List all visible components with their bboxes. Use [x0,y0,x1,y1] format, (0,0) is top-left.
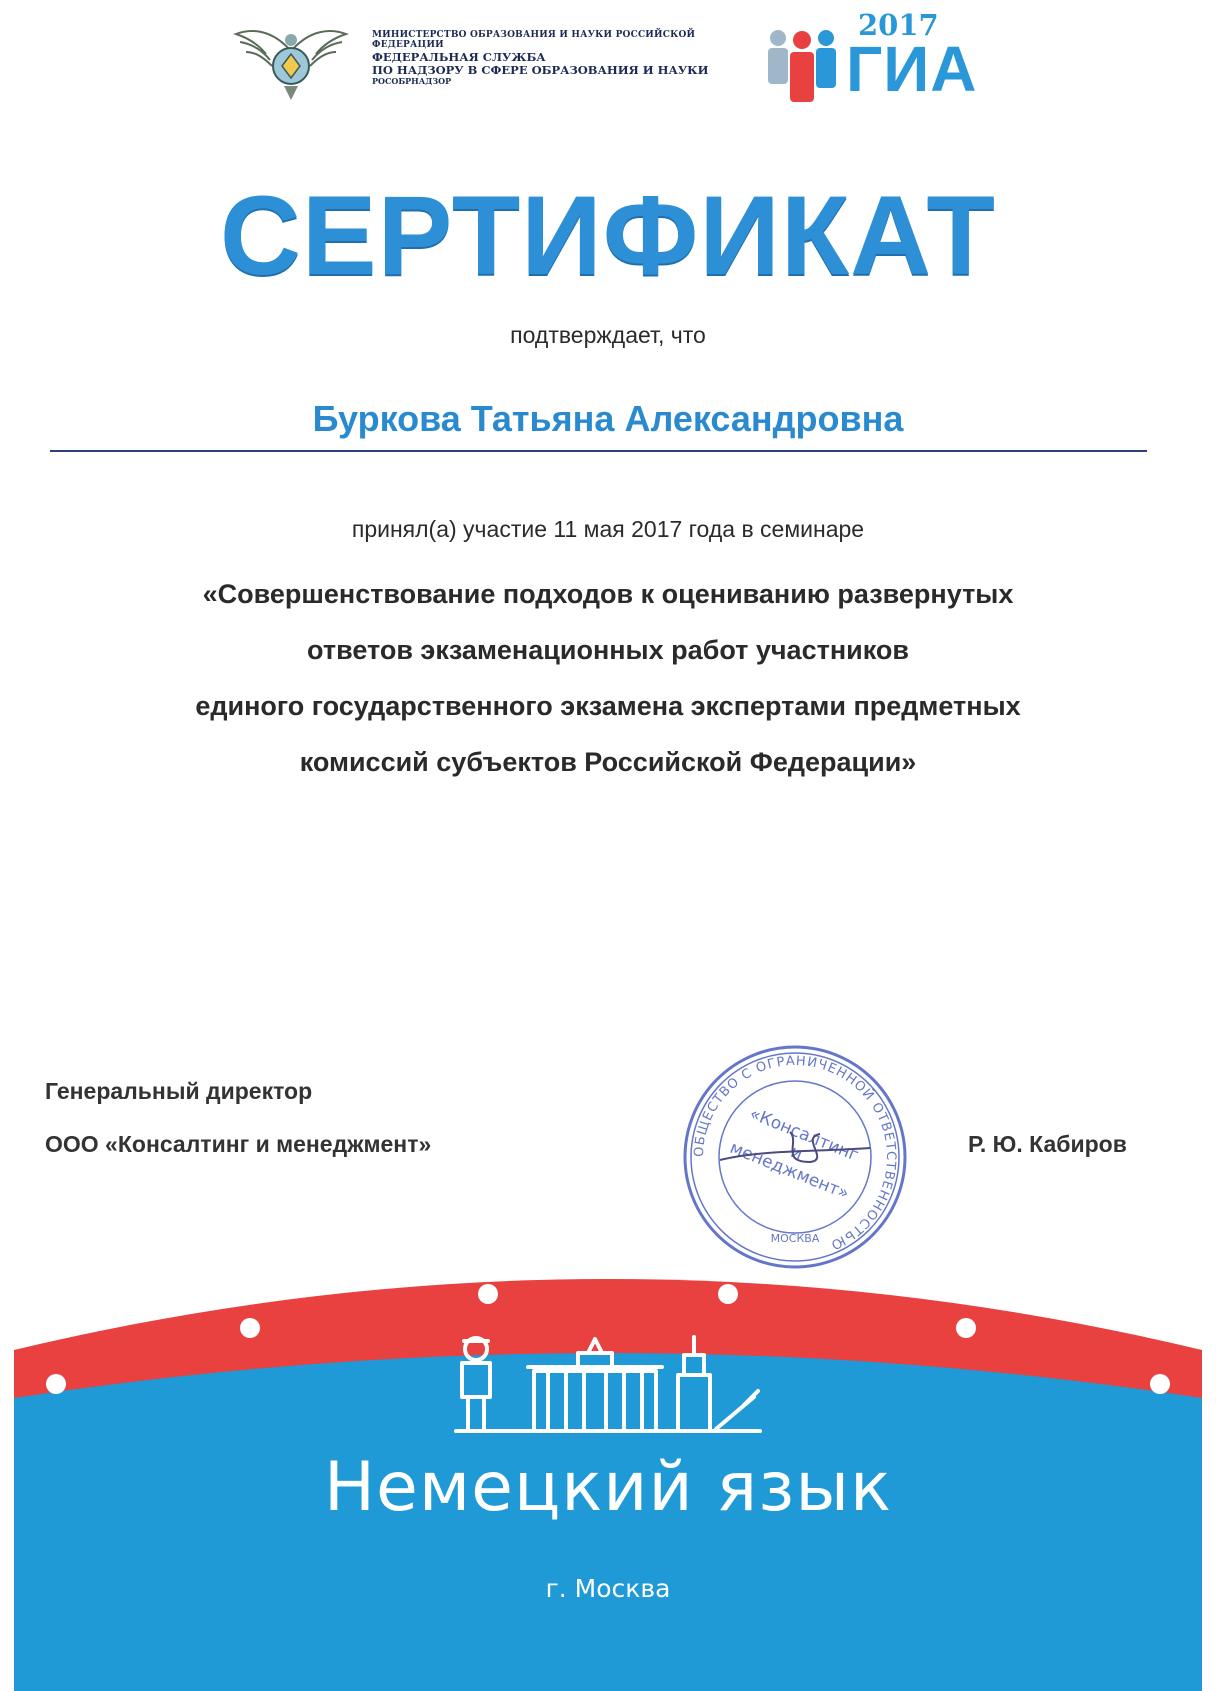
eagle-emblem-icon [232,20,350,104]
agency-short-name: РОСОБРНАДЗОР [372,76,452,87]
landmarks-illustration-icon [448,1327,768,1437]
banner-dot [478,1284,498,1304]
ministry-block [372,30,732,86]
banner-dot [718,1284,738,1304]
company-stamp [680,1042,910,1272]
stamp-center-text: «Консалтинг и менеджмент» [726,1103,862,1204]
agency-name-line-1: ФЕДЕРАЛЬНАЯ СЛУЖБА [372,49,546,64]
seminar-line: единого государственного экзамена экспертами предметных [195,691,1021,721]
banner-dot [956,1318,976,1338]
director-position: Генеральный директор [45,1078,313,1104]
seminar-line: комиссий субъектов Российской Федерации» [299,747,917,777]
name-underline [50,450,1147,452]
seminar-title [0,566,1216,790]
gia-people-icon [762,26,846,108]
seminar-line: «Совершенствование подходов к оцениванию развернутых [202,579,1014,609]
participation-text: принял(а) участие 11 мая 2017 года в семинаре [351,516,865,542]
banner-title: Немецкий язык [323,1448,893,1527]
banner-dot [1150,1374,1170,1394]
agency-name-line-2: ПО НАДЗОРУ В СФЕРЕ ОБРАЗОВАНИЯ И НАУКИ [372,62,709,77]
gia-label: ГИА [846,33,978,105]
recipient-name: Буркова Татьяна Александровна [312,398,904,439]
confirms-text: подтверждает, что [510,322,706,348]
director-name: Р. Ю. Кабиров [968,1131,1127,1157]
gia-logo [762,8,982,108]
stamp-outer-text: ОБЩЕСТВО С ОГРАНИЧЕННОЙ ОТВЕТСТВЕННОСТЬЮ [691,1053,899,1253]
banner-dot [46,1374,66,1394]
ministry-name: МИНИСТЕРСТВО ОБРАЗОВАНИЯ И НАУКИ РОССИЙСКОЙ ФЕДЕРАЦИИ [372,30,696,51]
seminar-line: ответов экзаменационных работ участников [307,635,909,665]
company-name: ООО «Консалтинг и менеджмент» [45,1131,432,1157]
banner-dot [240,1318,260,1338]
banner-city: г. Москва [545,1574,671,1603]
stamp-city: МОСКВА [770,1232,820,1245]
gia-year: 2017 [858,8,939,42]
certificate-title: СЕРТИФИКАТ [220,173,996,298]
